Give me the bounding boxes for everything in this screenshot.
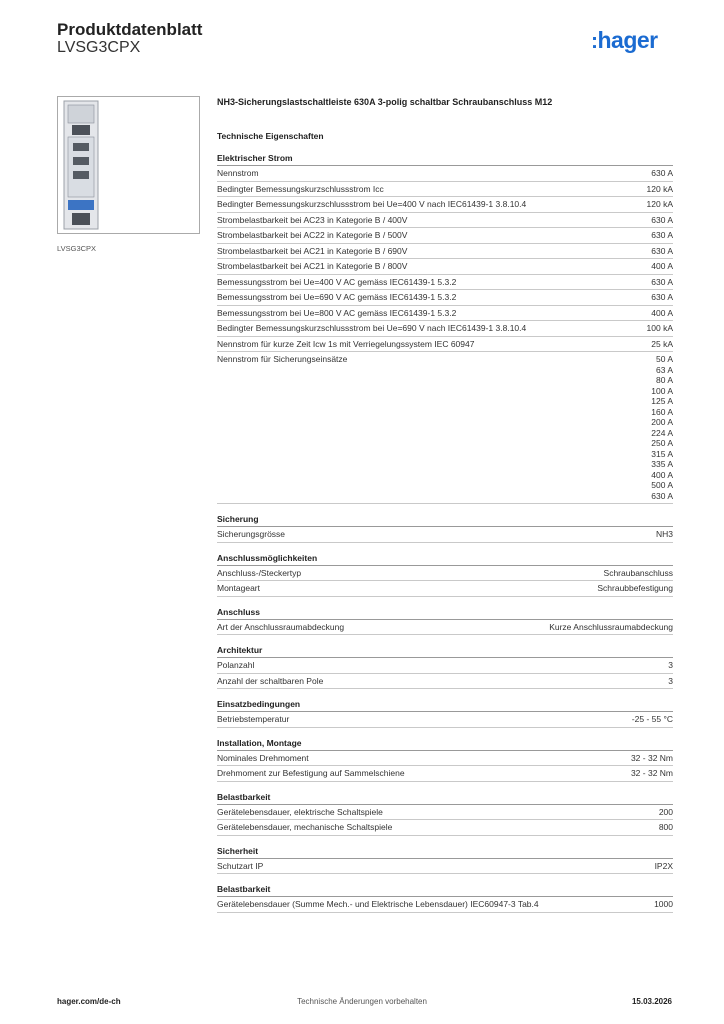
spec-row	[217, 321, 673, 337]
spec-label: Nennstrom für Sicherungseinsätze	[217, 354, 348, 364]
spec-row	[217, 244, 673, 260]
section-title: Anschluss	[217, 607, 673, 620]
spec-label: Polanzahl	[217, 660, 255, 670]
spec-row	[217, 259, 673, 275]
spec-row	[217, 337, 673, 353]
spec-section	[217, 514, 673, 543]
spec-value: 32 - 32 Nm	[630, 752, 673, 763]
spec-value-item: 250 A	[651, 438, 673, 448]
spec-row	[217, 712, 673, 728]
spec-label: Anzahl der schaltbaren Pole	[217, 675, 324, 686]
footer-url[interactable]: hager.com/de-ch	[57, 997, 121, 1006]
spec-value-item: 400 A	[651, 469, 673, 480]
spec-value-item: 224 A	[651, 427, 673, 438]
spec-value: 120 kA	[646, 183, 673, 194]
section-title: Anschlussmöglichkeiten	[217, 553, 673, 566]
spec-label: Bedingter Bemessungskurzschlussstrom Icc	[217, 183, 384, 194]
spec-row	[217, 581, 673, 597]
spec-row	[217, 805, 673, 821]
spec-label: Gerätelebensdauer, mechanische Schaltspiele	[217, 822, 393, 832]
spec-label: Sicherungsgrösse	[217, 529, 286, 539]
spec-row	[217, 897, 673, 913]
spec-label: Bedingter Bemessungskurzschlussstrom bei Ue=690 V nach IEC61439-1 3.8.10.4	[217, 323, 527, 333]
spec-value: Schraubbefestigung	[597, 583, 673, 593]
hager-logo	[591, 27, 658, 54]
spec-value: -25 - 55 °C	[631, 714, 673, 724]
spec-value: Kurze Anschlussraumabdeckung	[549, 621, 673, 632]
spec-value: Schraubanschluss	[603, 567, 673, 578]
image-caption: LVSG3CPX	[57, 244, 97, 253]
spec-value: 630 A	[651, 168, 673, 178]
spec-value: 630 A	[651, 292, 673, 302]
spec-row	[217, 766, 673, 782]
spec-label: Strombelastbarkeit bei AC21 in Kategorie B / 800V	[217, 261, 408, 271]
section-title: Sicherheit	[217, 846, 673, 859]
section-title: Architektur	[217, 645, 673, 658]
spec-label: Bemessungsstrom bei Ue=400 V AC gemäss IEC61439-1 5.3.2	[217, 276, 457, 287]
spec-row	[217, 306, 673, 322]
spec-value-item: 500 A	[651, 480, 673, 490]
fuse-switch-illustration	[58, 97, 199, 233]
spec-row	[217, 820, 673, 836]
spec-value-item: 315 A	[651, 448, 673, 459]
spec-value-item: 630 A	[651, 490, 673, 501]
spec-section	[217, 607, 673, 636]
spec-row	[217, 620, 673, 636]
spec-section	[217, 792, 673, 836]
spec-value: 630 A	[651, 245, 673, 256]
spec-label: Drehmoment zur Befestigung auf Sammelschiene	[217, 768, 405, 778]
tech-properties-heading: Technische Eigenschaften	[217, 131, 324, 141]
spec-row	[217, 658, 673, 674]
spec-label: Nennstrom für kurze Zeit Icw 1s mit Verriegelungssystem IEC 60947	[217, 338, 475, 349]
spec-value-item: 160 A	[651, 406, 673, 417]
spec-value-item: 335 A	[651, 459, 673, 469]
section-title: Einsatzbedingungen	[217, 699, 673, 712]
spec-row	[217, 228, 673, 244]
spec-section	[217, 553, 673, 597]
spec-value: NH3	[655, 529, 673, 539]
product-image	[57, 96, 200, 234]
spec-label: Bemessungsstrom bei Ue=690 V AC gemäss IEC61439-1 5.3.2	[217, 292, 457, 302]
spec-row	[217, 751, 673, 767]
spec-label: Nennstrom	[217, 168, 259, 178]
spec-label: Betriebstemperatur	[217, 714, 290, 724]
spec-value: 25 kA	[651, 338, 673, 349]
spec-value: 800	[658, 822, 673, 832]
spec-value: IP2X	[654, 860, 673, 871]
spec-label: Bemessungsstrom bei Ue=800 V AC gemäss IEC61439-1 5.3.2	[217, 307, 457, 318]
spec-label: Gerätelebensdauer, elektrische Schaltspiele	[217, 806, 383, 817]
spec-section	[217, 846, 673, 875]
spec-value: 3	[668, 675, 673, 686]
spec-value	[651, 354, 673, 501]
page-title: Produktdatenblatt	[57, 20, 203, 39]
spec-value-item: 80 A	[655, 375, 673, 385]
spec-row	[217, 275, 673, 291]
spec-row	[217, 213, 673, 229]
spec-label: Strombelastbarkeit bei AC21 in Kategorie B / 690V	[217, 245, 408, 256]
spec-row	[217, 290, 673, 306]
section-title: Belastbarkeit	[217, 884, 673, 897]
section-title: Installation, Montage	[217, 738, 673, 751]
spec-value-item: 100 A	[651, 385, 673, 396]
product-description: NH3-Sicherungslastschaltleiste 630A 3-polig schaltbar Schraubanschluss M12	[217, 97, 553, 107]
spec-value-item: 125 A	[651, 396, 673, 406]
spec-value: 400 A	[651, 307, 673, 318]
spec-value: 1000	[654, 899, 673, 909]
spec-value-item: 63 A	[655, 364, 673, 375]
spec-label: Schutzart IP	[217, 860, 264, 871]
spec-row	[217, 566, 673, 582]
spec-label: Strombelastbarkeit bei AC23 in Kategorie B / 400V	[217, 214, 408, 225]
spec-label: Montageart	[217, 583, 260, 593]
spec-row	[217, 166, 673, 182]
spec-value: 100 kA	[646, 323, 673, 333]
spec-row	[217, 527, 673, 543]
spec-value: 400 A	[651, 261, 673, 271]
spec-value: 630 A	[651, 230, 673, 240]
spec-label: Bedingter Bemessungskurzschlussstrom bei Ue=400 V nach IEC61439-1 3.8.10.4	[217, 199, 527, 209]
spec-value-item: 200 A	[651, 417, 673, 427]
logo-colon: :	[591, 30, 598, 53]
footer-date: 15.03.2026	[631, 997, 672, 1006]
page-subtitle: LVSG3CPX	[57, 39, 141, 56]
section-title: Belastbarkeit	[217, 792, 673, 805]
spec-value: 3	[668, 660, 673, 670]
spec-row	[217, 182, 673, 198]
spec-row	[217, 859, 673, 875]
spec-label: Strombelastbarkeit bei AC22 in Kategorie B / 500V	[217, 230, 408, 240]
spec-section	[217, 738, 673, 782]
spec-row	[217, 674, 673, 690]
spec-label: Gerätelebensdauer (Summe Mech.- und Elektrische Lebensdauer) IEC60947-3 Tab.4	[217, 899, 539, 909]
spec-label: Art der Anschlussraumabdeckung	[217, 621, 345, 632]
spec-section	[217, 699, 673, 728]
spec-label: Anschluss-/Steckertyp	[217, 567, 302, 578]
spec-section	[217, 645, 673, 689]
section-title: Elektrischer Strom	[217, 153, 673, 166]
spec-table	[217, 153, 673, 913]
spec-row	[217, 352, 673, 504]
logo-text: hager	[597, 27, 658, 53]
spec-value: 120 kA	[646, 199, 673, 209]
spec-value: 630 A	[651, 276, 673, 287]
spec-value: 200	[658, 806, 673, 817]
spec-value: 630 A	[651, 214, 673, 225]
footer-disclaimer: Technische Änderungen vorbehalten	[297, 997, 427, 1006]
spec-value: 32 - 32 Nm	[630, 768, 673, 778]
spec-label: Nominales Drehmoment	[217, 752, 309, 763]
spec-section	[217, 153, 673, 504]
spec-row	[217, 197, 673, 213]
spec-value-item: 50 A	[655, 354, 673, 364]
section-title: Sicherung	[217, 514, 673, 527]
spec-section	[217, 884, 673, 913]
